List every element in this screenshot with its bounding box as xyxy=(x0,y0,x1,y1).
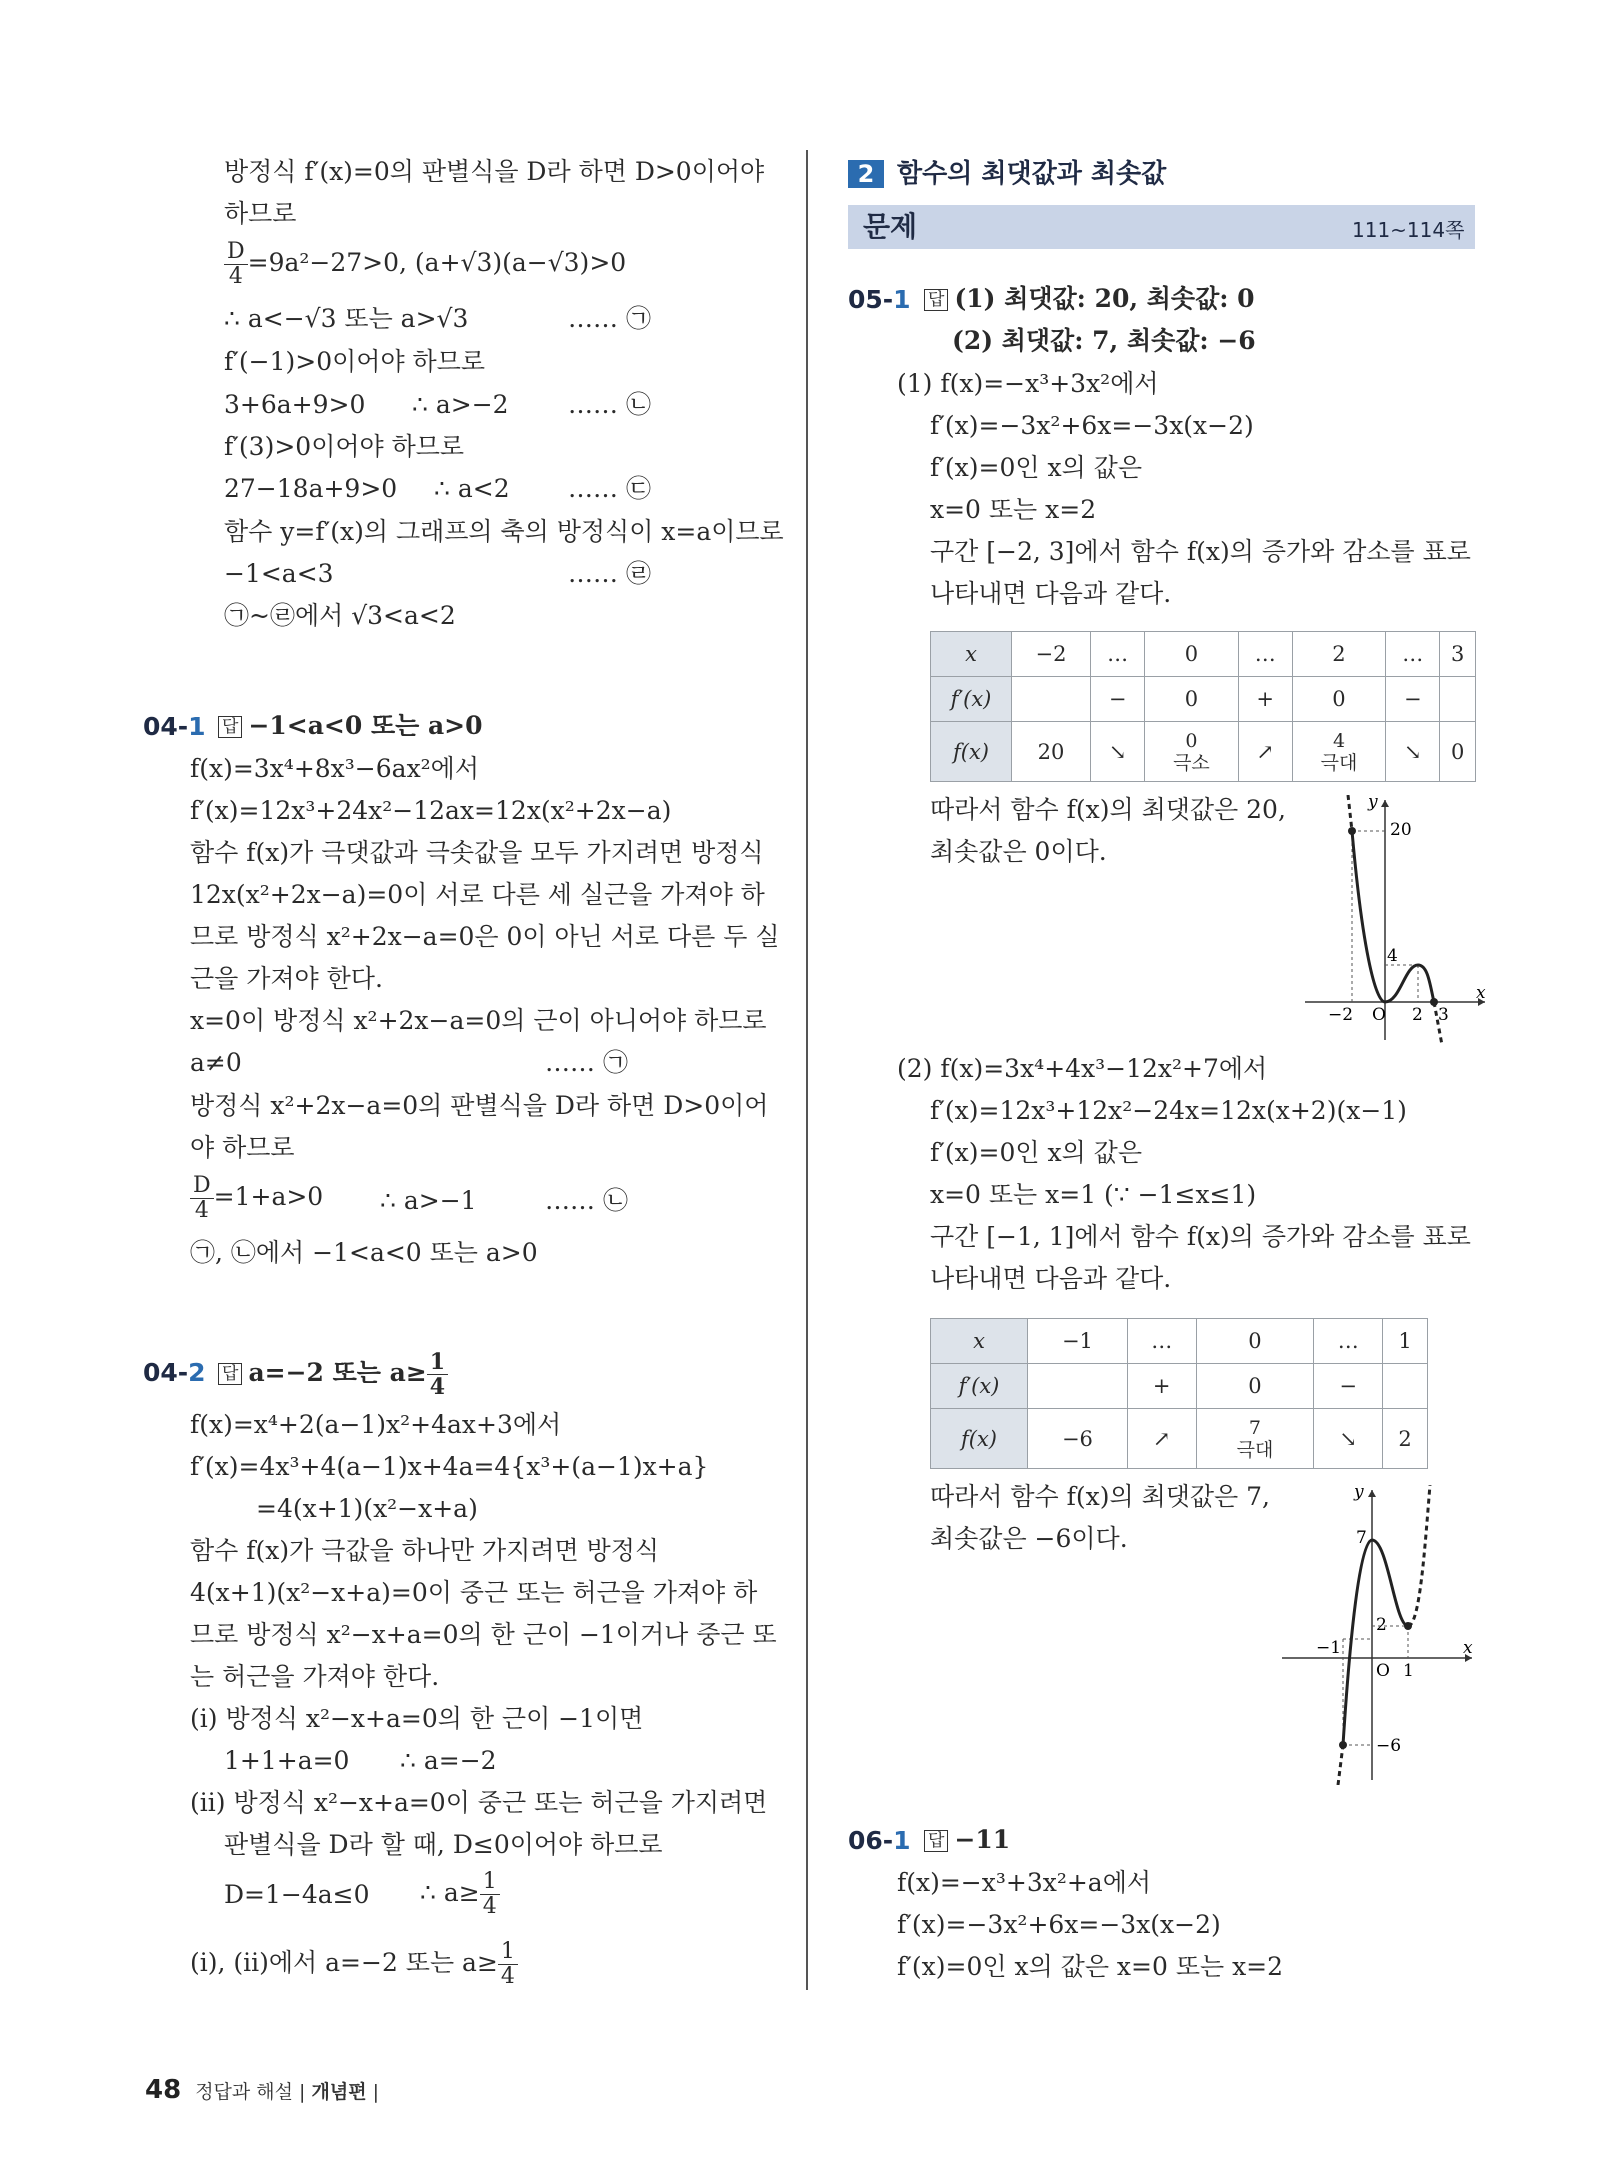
table-cell: ↘ xyxy=(1386,722,1440,782)
text-line: 최솟값은 0이다. xyxy=(930,837,1107,866)
text-line: 따라서 함수 f(x)의 최댓값은 20, xyxy=(930,795,1286,824)
y-axis-arrow xyxy=(1368,1490,1376,1497)
table-cell: x xyxy=(931,1319,1028,1364)
text-line: f′(x)=−3x²+6x=−3x(x−2) xyxy=(930,411,1254,440)
table-row xyxy=(931,677,1476,722)
table-cell: f(x) xyxy=(931,1409,1028,1469)
table-cell: −2 xyxy=(1012,632,1091,677)
table-cell xyxy=(1028,1364,1128,1409)
curve-extension xyxy=(1338,1745,1343,1785)
text-line: 방정식 x²+2x−a=0의 판별식을 D라 하면 D>0이어 xyxy=(190,1091,769,1120)
answer: 답 −11 xyxy=(924,1823,1010,1857)
table-cell: 0 xyxy=(1440,722,1476,782)
problem-number: 04-1 xyxy=(143,712,206,741)
mark-label: …… ㉣ xyxy=(568,559,651,588)
table-cell: … xyxy=(1314,1319,1383,1364)
table-cell xyxy=(1012,677,1091,722)
column-divider xyxy=(806,150,808,1990)
text-line: (1) f(x)=−x³+3x²에서 xyxy=(897,369,1159,398)
table-cell: 0 xyxy=(1196,1364,1314,1409)
answer-badge: 답 xyxy=(924,289,948,311)
tick-label: 2 xyxy=(1376,1615,1387,1635)
text-line: (ⅰ) 방정식 x²−x+a=0의 한 근이 −1이면 xyxy=(190,1704,644,1733)
answer: 답 (1) 최댓값: 20, 최솟값: 0 xyxy=(924,282,1255,316)
footer-text: 정답과 해설 | xyxy=(195,2081,312,2103)
text-line: 방정식 f′(x)=0의 판별식을 D라 하면 D>0이어야 xyxy=(224,157,765,186)
mark-label: …… ㉡ xyxy=(568,390,651,419)
text-line: ∴ a≥ $\frac{1}{4}$ xyxy=(420,1870,500,1919)
text-line: f′(x)=0인 x의 값은 xyxy=(930,453,1142,482)
problem-number: 06-1 xyxy=(848,1826,911,1855)
curve xyxy=(1352,831,1434,1002)
table-cell: + xyxy=(1127,1364,1196,1409)
text-line: −1<a<3 xyxy=(224,559,334,588)
text-line: ㉠~㉣에서 √3<a<2 xyxy=(224,601,456,630)
text-line: 12x(x²+2x−a)=0이 서로 다른 세 실근을 가져야 하 xyxy=(190,880,765,909)
text-line: 함수 y=f′(x)의 그래프의 축의 방정식이 x=a이므로 xyxy=(224,517,784,546)
table-cell: −6 xyxy=(1028,1409,1128,1469)
table-cell: − xyxy=(1314,1364,1383,1409)
page-range: 111~114쪽 xyxy=(1352,218,1465,242)
text-line: f′(x)=0인 x의 값은 x=0 또는 x=2 xyxy=(897,1952,1284,1981)
text-line: f′(x)=−3x²+6x=−3x(x−2) xyxy=(897,1910,1221,1939)
table-cell: 3 xyxy=(1440,632,1476,677)
problem-number: 04-2 xyxy=(143,1358,206,1387)
text-line: 므로 방정식 x²+2x−a=0은 0이 아닌 서로 다른 두 실 xyxy=(190,922,780,951)
tick-label: 4 xyxy=(1387,946,1398,966)
table-row xyxy=(931,632,1476,677)
text-line: x=0이 방정식 x²+2x−a=0의 근이 아니어야 하므로 xyxy=(190,1006,767,1035)
table-cell: 0 극소 xyxy=(1145,722,1238,782)
text-line: 구간 [−1, 1]에서 함수 f(x)의 증가와 감소를 표로 xyxy=(930,1222,1471,1251)
text-line: ∴ a<−√3 또는 a>√3 xyxy=(224,304,469,333)
page-number: 48 xyxy=(145,2075,182,2105)
table-cell: … xyxy=(1386,632,1440,677)
table-row xyxy=(931,722,1476,782)
text-line: ∴ a=−2 xyxy=(400,1746,497,1775)
table-cell: + xyxy=(1238,677,1292,722)
table-cell: … xyxy=(1127,1319,1196,1364)
table-cell: ↗ xyxy=(1127,1409,1196,1469)
text-line: f(x)=3x⁴+8x³−6ax²에서 xyxy=(190,754,479,783)
endpoint xyxy=(1404,1622,1412,1630)
footer-end: | xyxy=(366,2081,379,2103)
text-line: x=0 또는 x=1 (∵ −1≤x≤1) xyxy=(930,1180,1257,1209)
text-line: f′(x)=4x³+4(a−1)x+4a=4{x³+(a−1)x+a} xyxy=(190,1452,709,1481)
table-cell: 2 xyxy=(1292,632,1385,677)
section-number: 2 xyxy=(848,160,884,188)
text-line: f′(x)=12x³+12x²−24x=12x(x+2)(x−1) xyxy=(930,1096,1407,1125)
text-line: f′(x)=12x³+24x²−12ax=12x(x²+2x−a) xyxy=(190,796,672,825)
tick-label: −1 xyxy=(1316,1638,1342,1658)
table-row xyxy=(931,1319,1428,1364)
text-line: (ⅱ) 방정식 x²−x+a=0이 중근 또는 허근을 가지려면 xyxy=(190,1788,768,1817)
table-cell: ↘ xyxy=(1090,722,1144,782)
text-line: ∴ a>−1 xyxy=(380,1186,477,1215)
table-cell: x xyxy=(931,632,1012,677)
footer-section: 개념편 xyxy=(311,2081,367,2103)
table-row xyxy=(931,1364,1428,1409)
text-line: =4(x+1)(x²−x+a) xyxy=(256,1494,478,1523)
text-line: 야 하므로 xyxy=(190,1133,295,1162)
table-cell xyxy=(1383,1364,1428,1409)
text-line: x=0 또는 x=2 xyxy=(930,495,1097,524)
graph-1 xyxy=(1300,795,1490,1045)
table-cell: − xyxy=(1090,677,1144,722)
section-title: 함수의 최댓값과 최솟값 xyxy=(897,159,1167,189)
table-cell: … xyxy=(1090,632,1144,677)
endpoint xyxy=(1339,1741,1347,1749)
curve xyxy=(1343,1540,1408,1745)
table-cell: ↘ xyxy=(1314,1409,1383,1469)
y-label: y xyxy=(1354,1485,1364,1502)
table-cell: f′(x) xyxy=(931,677,1012,722)
table-cell: −1 xyxy=(1028,1319,1128,1364)
graph-2 xyxy=(1280,1485,1480,1785)
text-line: 나타내면 다음과 같다. xyxy=(930,1264,1172,1293)
tick-label: 3 xyxy=(1438,1005,1449,1025)
endpoint xyxy=(1348,827,1356,835)
table-cell: 1 xyxy=(1383,1319,1428,1364)
text-line: 1+1+a=0 xyxy=(224,1746,350,1775)
increase-decrease-table xyxy=(930,631,1476,782)
problem-number: 05-1 xyxy=(848,285,911,314)
fraction: $\frac{1}{4}$ xyxy=(498,1940,518,1989)
text-line: 나타내면 다음과 같다. xyxy=(930,579,1172,608)
table-cell: f(x) xyxy=(931,722,1012,782)
text-line: $\frac{D}{4}$ =9a²−27>0, (a+√3)(a−√3)>0 xyxy=(224,240,626,289)
text-line: f′(x)=0인 x의 값은 xyxy=(930,1138,1142,1167)
table-cell xyxy=(1440,677,1476,722)
text-line: (2) f(x)=3x⁴+4x³−12x²+7에서 xyxy=(897,1054,1268,1083)
text-line: D=1−4a≤0 xyxy=(224,1880,370,1909)
answer: 답 a=−2 또는 a≥ $\frac{1}{4}$ xyxy=(218,1350,448,1399)
text-line: f(x)=x⁴+2(a−1)x²+4ax+3에서 xyxy=(190,1410,562,1439)
table-cell: f′(x) xyxy=(931,1364,1028,1409)
tick-label: −6 xyxy=(1376,1736,1402,1756)
answer: 답 −1<a<0 또는 a>0 xyxy=(218,709,483,743)
text-line: 최솟값은 −6이다. xyxy=(930,1524,1128,1553)
text-line: 함수 f(x)가 극댓값과 극솟값을 모두 가지려면 방정식 xyxy=(190,838,764,867)
text-line: 근을 가져야 한다. xyxy=(190,964,383,993)
text-line: 27−18a+9>0 xyxy=(224,474,398,503)
mark-label: …… ㉠ xyxy=(568,304,651,333)
curve-extension xyxy=(1408,1485,1430,1626)
tick-label: 1 xyxy=(1403,1661,1414,1681)
tick-label: 20 xyxy=(1390,820,1412,840)
table-cell: − xyxy=(1386,677,1440,722)
text-line: 따라서 함수 f(x)의 최댓값은 7, xyxy=(930,1482,1270,1511)
text-line: 3+6a+9>0 xyxy=(224,390,366,419)
x-label: x xyxy=(1463,1638,1473,1658)
table-cell: 0 xyxy=(1196,1319,1314,1364)
answer-badge: 답 xyxy=(924,1830,948,1852)
text-line: 구간 [−2, 3]에서 함수 f(x)의 증가와 감소를 표로 xyxy=(930,537,1471,566)
text-line: 는 허근을 가져야 한다. xyxy=(190,1662,440,1691)
fraction: $\frac{1}{4}$ xyxy=(427,1350,448,1399)
table-cell: 0 xyxy=(1145,632,1238,677)
y-axis-arrow xyxy=(1381,800,1389,807)
text-line: f′(−1)>0이어야 하므로 xyxy=(224,347,485,376)
origin-label: O xyxy=(1372,1005,1386,1025)
mark-label: …… ㉡ xyxy=(545,1186,628,1215)
text-line: 하므로 xyxy=(224,199,297,228)
text-line: 함수 f(x)가 극값을 하나만 가지려면 방정식 xyxy=(190,1536,659,1565)
table-cell: 4 극대 xyxy=(1292,722,1385,782)
text-line: 판별식을 D라 할 때, D≤0이어야 하므로 xyxy=(224,1830,663,1859)
fraction: $\frac{D}{4}$ xyxy=(190,1174,214,1223)
text-line: 므로 방정식 x²−x+a=0의 한 근이 −1이거나 중근 또 xyxy=(190,1620,777,1649)
problem-label: 문제 xyxy=(863,210,918,243)
table-cell: 0 xyxy=(1145,677,1238,722)
text-line: f(x)=−x³+3x²+a에서 xyxy=(897,1868,1152,1897)
tick-label: 2 xyxy=(1412,1005,1423,1025)
mark-label: …… ㉠ xyxy=(545,1048,628,1077)
table-cell: 7 극대 xyxy=(1196,1409,1314,1469)
origin-label: O xyxy=(1376,1661,1390,1681)
table-cell: … xyxy=(1238,632,1292,677)
fraction: $\frac{D}{4}$ xyxy=(224,240,248,289)
increase-decrease-table xyxy=(930,1318,1428,1469)
endpoint xyxy=(1430,998,1438,1006)
fraction: $\frac{1}{4}$ xyxy=(480,1870,500,1919)
x-label: x xyxy=(1476,983,1486,1003)
curve-extension xyxy=(1348,795,1352,831)
answer-badge: 답 xyxy=(218,716,242,738)
mark-label: …… ㉢ xyxy=(568,474,651,503)
text-line: a≠0 xyxy=(190,1048,242,1077)
table-cell: 20 xyxy=(1012,722,1091,782)
answer-badge: 답 xyxy=(218,1363,242,1385)
page-footer xyxy=(145,2075,379,2105)
answer: (2) 최댓값: 7, 최솟값: −6 xyxy=(952,326,1256,355)
text-line: $\frac{D}{4}$ =1+a>0 xyxy=(190,1174,323,1223)
text-line: (ⅰ), (ⅱ)에서 a=−2 또는 a≥ $\frac{1}{4}$ xyxy=(190,1940,518,1989)
table-cell: ↗ xyxy=(1238,722,1292,782)
text-line: 4(x+1)(x²−x+a)=0이 중근 또는 허근을 가져야 하 xyxy=(190,1578,758,1607)
tick-label: 7 xyxy=(1356,1528,1367,1548)
text-line: f′(3)>0이어야 하므로 xyxy=(224,432,465,461)
table-row xyxy=(931,1409,1428,1469)
text-line: ∴ a<2 xyxy=(434,474,510,503)
table-cell: 0 xyxy=(1292,677,1385,722)
text-line: ∴ a>−2 xyxy=(412,390,509,419)
y-label: y xyxy=(1368,795,1378,812)
table-cell: 2 xyxy=(1383,1409,1428,1469)
tick-label: −2 xyxy=(1328,1005,1354,1025)
text-line: ㉠, ㉡에서 −1<a<0 또는 a>0 xyxy=(190,1238,538,1267)
